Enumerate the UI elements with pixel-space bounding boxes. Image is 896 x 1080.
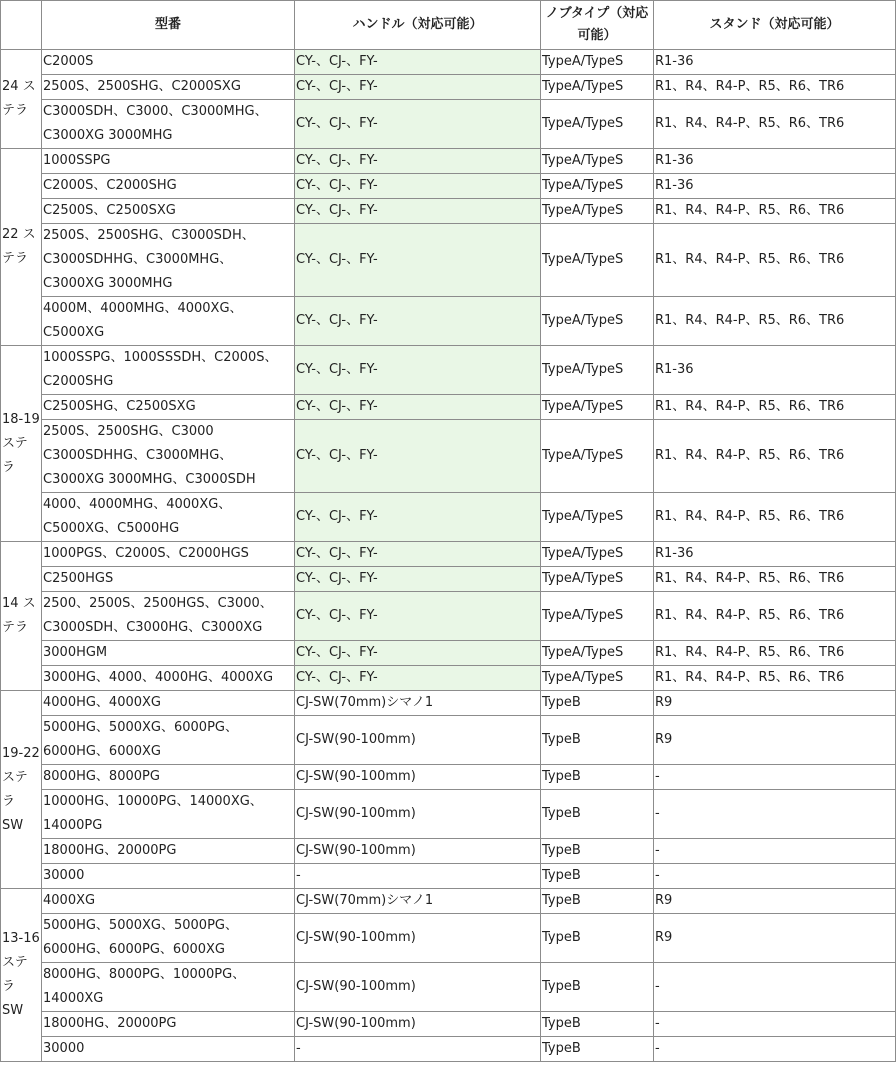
model-cell: 2500S、2500SHG、C3000SDH、C3000SDHHG、C3000MHG、C3000XG 3000MHG <box>42 224 295 297</box>
model-cell: 2500、2500S、2500HGS、C3000、C3000SDH、C3000HG、C3000XG <box>42 592 295 641</box>
table-row <box>1 889 896 914</box>
stand-cell: - <box>654 790 896 839</box>
handle-cell: CY-、CJ-、FY- <box>295 542 541 567</box>
table-row <box>1 297 896 346</box>
stand-cell: - <box>654 864 896 889</box>
table-row <box>1 174 896 199</box>
handle-cell: CJ-SW(90-100mm) <box>295 790 541 839</box>
model-cell: C3000SDH、C3000、C3000MHG、C3000XG 3000MHG <box>42 100 295 149</box>
handle-cell: CY-、CJ-、FY- <box>295 149 541 174</box>
knob-type-cell: TypeB <box>541 963 654 1012</box>
handle-cell: - <box>295 1037 541 1062</box>
table-row <box>1 641 896 666</box>
header-series <box>1 1 42 50</box>
model-cell: 1000SSPG <box>42 149 295 174</box>
knob-type-cell: TypeA/TypeS <box>541 100 654 149</box>
model-cell: C2500HGS <box>42 567 295 592</box>
header-knob: ノブタイプ（対応可能） <box>541 1 654 50</box>
handle-cell: CY-、CJ-、FY- <box>295 75 541 100</box>
handle-cell: CY-、CJ-、FY- <box>295 395 541 420</box>
knob-type-cell: TypeA/TypeS <box>541 493 654 542</box>
table-row <box>1 1037 896 1062</box>
knob-type-cell: TypeB <box>541 839 654 864</box>
series-name-cell: 22 ステラ <box>1 149 42 346</box>
stand-cell: - <box>654 1037 896 1062</box>
model-cell: 3000HG、4000、4000HG、4000XG <box>42 666 295 691</box>
model-cell: 10000HG、10000PG、14000XG、14000PG <box>42 790 295 839</box>
stand-cell: R9 <box>654 914 896 963</box>
table-row <box>1 395 896 420</box>
handle-cell: CY-、CJ-、FY- <box>295 641 541 666</box>
stand-cell: R1、R4、R4-P、R5、R6、TR6 <box>654 199 896 224</box>
knob-type-cell: TypeB <box>541 1012 654 1037</box>
stand-cell: R1、R4、R4-P、R5、R6、TR6 <box>654 592 896 641</box>
model-cell: 4000HG、4000XG <box>42 691 295 716</box>
handle-cell: CJ-SW(90-100mm) <box>295 839 541 864</box>
stand-cell: R1-36 <box>654 174 896 199</box>
handle-cell: CY-、CJ-、FY- <box>295 50 541 75</box>
table-row <box>1 691 896 716</box>
knob-type-cell: TypeA/TypeS <box>541 666 654 691</box>
table-row <box>1 864 896 889</box>
series-name-cell: 19-22 ステラ SW <box>1 691 42 889</box>
handle-cell: CY-、CJ-、FY- <box>295 297 541 346</box>
table-row <box>1 1012 896 1037</box>
table-row <box>1 914 896 963</box>
series-name-cell: 18-19 ステラ <box>1 346 42 542</box>
handle-cell: CY-、CJ-、FY- <box>295 174 541 199</box>
model-cell: 4000、4000MHG、4000XG、C5000XG、C5000HG <box>42 493 295 542</box>
handle-cell: CY-、CJ-、FY- <box>295 567 541 592</box>
stand-cell: R1、R4、R4-P、R5、R6、TR6 <box>654 297 896 346</box>
stand-cell: - <box>654 765 896 790</box>
model-cell: 2500S、2500SHG、C2000SXG <box>42 75 295 100</box>
knob-type-cell: TypeA/TypeS <box>541 420 654 493</box>
stand-cell: R1、R4、R4-P、R5、R6、TR6 <box>654 666 896 691</box>
table-row <box>1 50 896 75</box>
table-row <box>1 716 896 765</box>
model-cell: 8000HG、8000PG <box>42 765 295 790</box>
knob-type-cell: TypeA/TypeS <box>541 149 654 174</box>
knob-type-cell: TypeB <box>541 914 654 963</box>
knob-type-cell: TypeB <box>541 691 654 716</box>
header-model: 型番 <box>42 1 295 50</box>
handle-cell: CJ-SW(90-100mm) <box>295 765 541 790</box>
model-cell: 2500S、2500SHG、C3000 C3000SDHHG、C3000MHG、C3000XG 3000MHG、C3000SDH <box>42 420 295 493</box>
stand-cell: R9 <box>654 716 896 765</box>
stand-cell: R1、R4、R4-P、R5、R6、TR6 <box>654 567 896 592</box>
model-cell: C2500S、C2500SXG <box>42 199 295 224</box>
knob-type-cell: TypeB <box>541 765 654 790</box>
handle-cell: CY-、CJ-、FY- <box>295 420 541 493</box>
table-row <box>1 100 896 149</box>
table-row <box>1 666 896 691</box>
series-name-cell: 14 ステラ <box>1 542 42 691</box>
series-name-cell: 24 ステラ <box>1 50 42 149</box>
model-cell: C2000S <box>42 50 295 75</box>
knob-type-cell: TypeA/TypeS <box>541 297 654 346</box>
table-row <box>1 199 896 224</box>
handle-cell: CJ-SW(90-100mm) <box>295 963 541 1012</box>
series-name-cell: 13-16 ステラ SW <box>1 889 42 1062</box>
table-row <box>1 963 896 1012</box>
handle-cell: CJ-SW(70mm)シマノ1 <box>295 889 541 914</box>
model-cell: 1000PGS、C2000S、C2000HGS <box>42 542 295 567</box>
stand-cell: R1-36 <box>654 149 896 174</box>
handle-cell: CY-、CJ-、FY- <box>295 224 541 297</box>
handle-cell: CY-、CJ-、FY- <box>295 199 541 224</box>
model-cell: 3000HGM <box>42 641 295 666</box>
handle-cell: CY-、CJ-、FY- <box>295 100 541 149</box>
model-cell: C2500SHG、C2500SXG <box>42 395 295 420</box>
table-row <box>1 75 896 100</box>
stand-cell: R1-36 <box>654 346 896 395</box>
table-row <box>1 224 896 297</box>
stand-cell: R1-36 <box>654 50 896 75</box>
knob-type-cell: TypeA/TypeS <box>541 346 654 395</box>
table-row <box>1 592 896 641</box>
model-cell: C2000S、C2000SHG <box>42 174 295 199</box>
model-cell: 30000 <box>42 864 295 889</box>
stand-cell: - <box>654 963 896 1012</box>
knob-type-cell: TypeA/TypeS <box>541 567 654 592</box>
header-handle: ハンドル（対応可能） <box>295 1 541 50</box>
handle-cell: - <box>295 864 541 889</box>
stand-cell: R1、R4、R4-P、R5、R6、TR6 <box>654 100 896 149</box>
stand-cell: R1、R4、R4-P、R5、R6、TR6 <box>654 420 896 493</box>
knob-type-cell: TypeA/TypeS <box>541 75 654 100</box>
stand-cell: - <box>654 839 896 864</box>
knob-type-cell: TypeA/TypeS <box>541 224 654 297</box>
model-cell: 18000HG、20000PG <box>42 1012 295 1037</box>
table-row <box>1 346 896 395</box>
table-row <box>1 493 896 542</box>
table-row <box>1 567 896 592</box>
stand-cell: R1、R4、R4-P、R5、R6、TR6 <box>654 493 896 542</box>
stand-cell: R1-36 <box>654 542 896 567</box>
knob-type-cell: TypeB <box>541 790 654 839</box>
model-cell: 18000HG、20000PG <box>42 839 295 864</box>
stand-cell: R1、R4、R4-P、R5、R6、TR6 <box>654 395 896 420</box>
model-cell: 5000HG、5000XG、5000PG、6000HG、6000PG、6000XG <box>42 914 295 963</box>
table-body <box>1 50 896 1062</box>
table-row <box>1 542 896 567</box>
table-row <box>1 149 896 174</box>
handle-cell: CJ-SW(90-100mm) <box>295 716 541 765</box>
table-row <box>1 790 896 839</box>
knob-type-cell: TypeA/TypeS <box>541 395 654 420</box>
handle-cell: CJ-SW(70mm)シマノ1 <box>295 691 541 716</box>
knob-type-cell: TypeA/TypeS <box>541 592 654 641</box>
table-row <box>1 839 896 864</box>
knob-type-cell: TypeB <box>541 1037 654 1062</box>
stand-cell: R1、R4、R4-P、R5、R6、TR6 <box>654 641 896 666</box>
handle-cell: CY-、CJ-、FY- <box>295 592 541 641</box>
knob-type-cell: TypeA/TypeS <box>541 542 654 567</box>
model-cell: 4000M、4000MHG、4000XG、C5000XG <box>42 297 295 346</box>
stand-cell: R9 <box>654 889 896 914</box>
model-cell: 4000XG <box>42 889 295 914</box>
knob-type-cell: TypeB <box>541 889 654 914</box>
knob-type-cell: TypeA/TypeS <box>541 641 654 666</box>
knob-type-cell: TypeB <box>541 716 654 765</box>
handle-cell: CY-、CJ-、FY- <box>295 666 541 691</box>
model-cell: 5000HG、5000XG、6000PG、6000HG、6000XG <box>42 716 295 765</box>
stand-cell: R1、R4、R4-P、R5、R6、TR6 <box>654 224 896 297</box>
model-cell: 8000HG、8000PG、10000PG、14000XG <box>42 963 295 1012</box>
knob-type-cell: TypeB <box>541 864 654 889</box>
model-cell: 30000 <box>42 1037 295 1062</box>
handle-cell: CJ-SW(90-100mm) <box>295 1012 541 1037</box>
knob-type-cell: TypeA/TypeS <box>541 199 654 224</box>
table-row <box>1 765 896 790</box>
stand-cell: - <box>654 1012 896 1037</box>
stand-cell: R9 <box>654 691 896 716</box>
handle-cell: CY-、CJ-、FY- <box>295 346 541 395</box>
handle-cell: CY-、CJ-、FY- <box>295 493 541 542</box>
knob-type-cell: TypeA/TypeS <box>541 50 654 75</box>
handle-cell: CJ-SW(90-100mm) <box>295 914 541 963</box>
header-stand: スタンド（対応可能） <box>654 1 896 50</box>
model-cell: 1000SSPG、1000SSSDH、C2000S、C2000SHG <box>42 346 295 395</box>
table-row <box>1 420 896 493</box>
stand-cell: R1、R4、R4-P、R5、R6、TR6 <box>654 75 896 100</box>
table-header-row <box>1 1 896 50</box>
knob-type-cell: TypeA/TypeS <box>541 174 654 199</box>
